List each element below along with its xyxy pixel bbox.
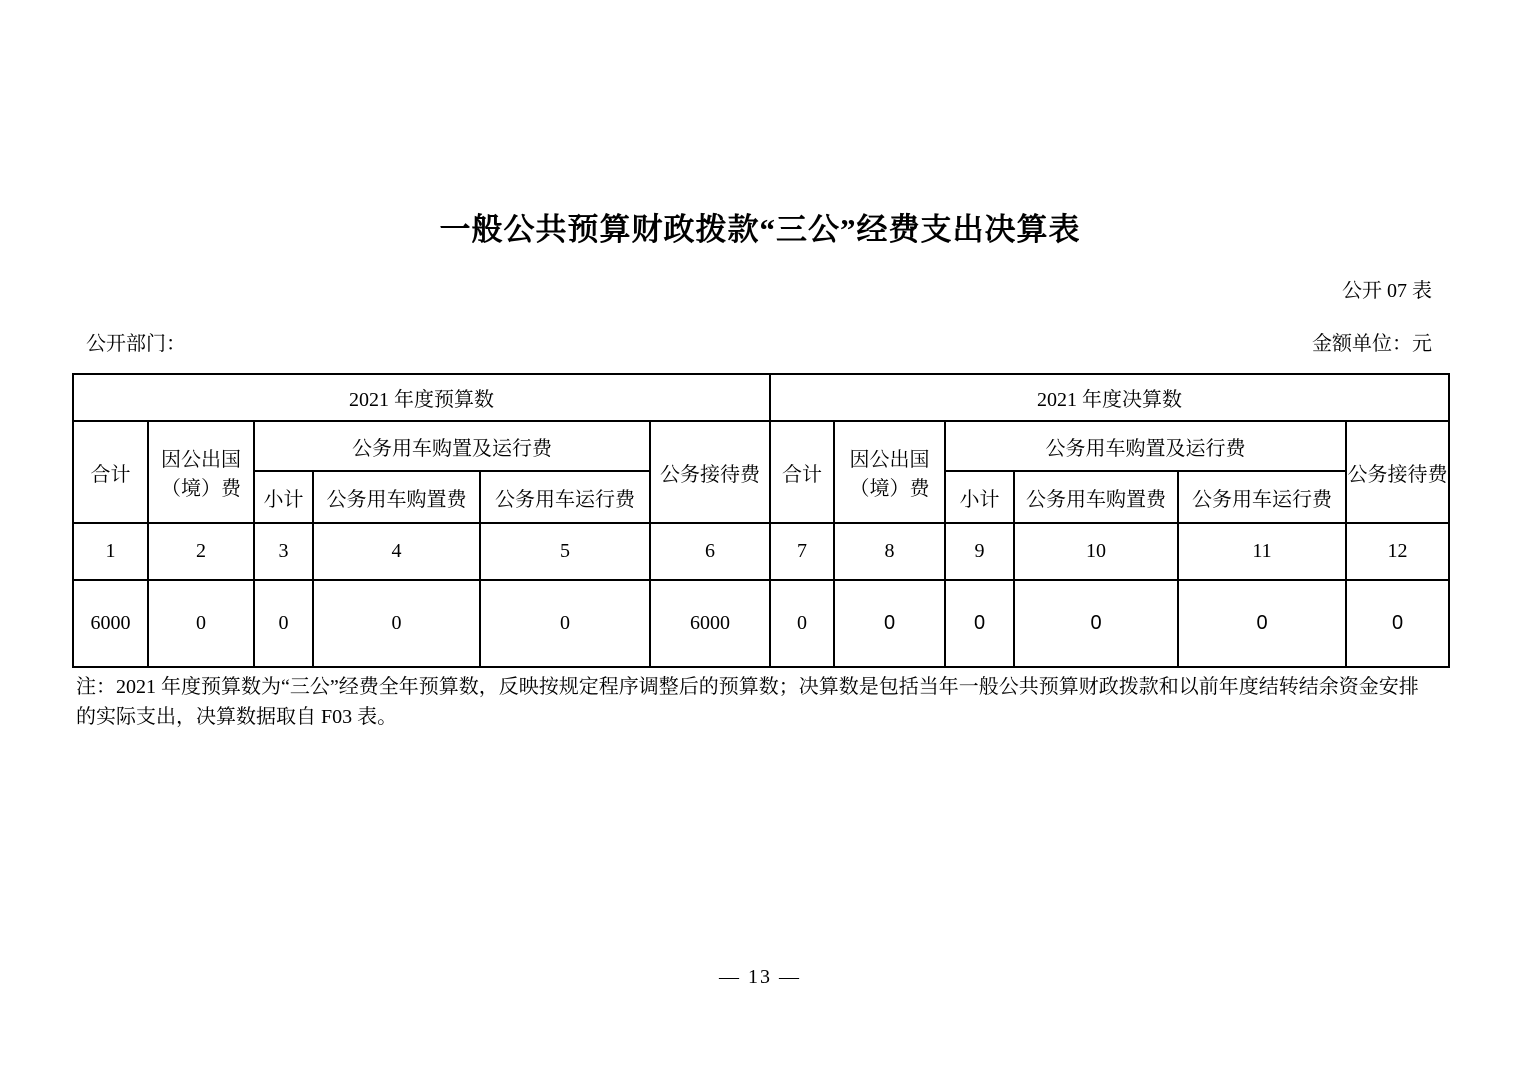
note-line-2: 的实际支出，决算数据取自 F03 表。 [76,706,398,728]
col-number-3: 3 [254,523,313,580]
unit-label: 金额单位：元 [1312,333,1432,355]
col-number-11: 11 [1178,523,1346,580]
final-vehicle-operation-header: 公务用车运行费 [1178,471,1346,523]
final-vehicle-operation-value: 0 [1178,580,1346,667]
column-header-row-1 [73,421,1449,471]
budget-vehicle-group-header: 公务用车购置及运行费 [254,421,650,471]
final-total-value: 0 [770,580,834,667]
final-abroad-header-line2: （境）费 [849,478,930,500]
final-vehicle-subtotal-value: 0 [945,580,1014,667]
budget-total-header: 合计 [73,421,148,523]
final-abroad-header [834,421,945,523]
budget-vehicle-operation-header: 公务用车运行费 [480,471,650,523]
col-number-12: 12 [1346,523,1449,580]
budget-abroad-header-line1: 因公出国 [161,449,241,471]
budget-reception-header: 公务接待费 [650,421,770,523]
final-year-header: 2021 年度决算数 [770,374,1449,421]
final-reception-value: 0 [1346,580,1449,667]
budget-abroad-header-line2: （境）费 [161,478,241,500]
col-number-6: 6 [650,523,770,580]
final-vehicle-subtotal-header: 小计 [945,471,1014,523]
col-number-9: 9 [945,523,1014,580]
budget-vehicle-subtotal-header: 小计 [254,471,313,523]
final-vehicle-purchase-header: 公务用车购置费 [1014,471,1178,523]
col-number-4: 4 [313,523,480,580]
final-total-header: 合计 [770,421,834,523]
final-abroad-header-line1: 因公出国 [849,449,930,471]
expense-table [72,373,1450,668]
col-number-10: 10 [1014,523,1178,580]
budget-abroad-value: 0 [148,580,254,667]
budget-vehicle-purchase-header: 公务用车购置费 [313,471,480,523]
col-number-7: 7 [770,523,834,580]
page-title: 一般公共预算财政拨款“三公”经费支出决算表 [439,212,1081,247]
data-row [73,580,1449,667]
col-number-5: 5 [480,523,650,580]
year-group-row [73,374,1449,421]
col-number-8: 8 [834,523,945,580]
final-vehicle-group-header: 公务用车购置及运行费 [945,421,1346,471]
budget-year-header: 2021 年度预算数 [73,374,770,421]
budget-abroad-header [148,421,254,523]
col-number-2: 2 [148,523,254,580]
final-vehicle-purchase-value: 0 [1014,580,1178,667]
budget-vehicle-purchase-value: 0 [313,580,480,667]
table-code-label: 公开 07 表 [1342,280,1432,302]
page-number: — 13 — [719,966,801,988]
col-number-1: 1 [73,523,148,580]
note-line-1: 注：2021 年度预算数为“三公”经费全年预算数，反映按规定程序调整后的预算数；决算数是包括当年一般公共预算财政拨款和以前年度结转结余资金安排 [76,676,1419,698]
department-label: 公开部门： [86,333,186,355]
column-number-row [73,523,1449,580]
budget-vehicle-operation-value: 0 [480,580,650,667]
final-reception-header: 公务接待费 [1346,421,1449,523]
budget-total-value: 6000 [73,580,148,667]
budget-reception-value: 6000 [650,580,770,667]
final-abroad-value: 0 [834,580,945,667]
note-paragraph [76,672,1452,732]
budget-vehicle-subtotal-value: 0 [254,580,313,667]
